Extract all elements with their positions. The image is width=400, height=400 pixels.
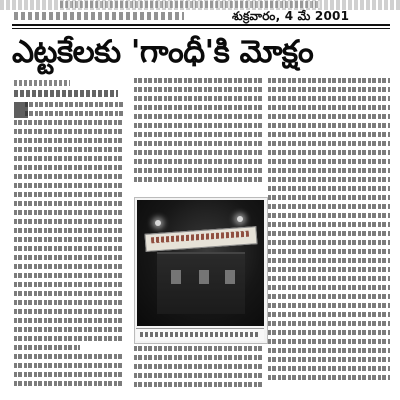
lamp-icon <box>237 216 243 222</box>
article-column-2-bottom <box>134 346 264 394</box>
previous-article-snippet <box>14 12 184 20</box>
article-column-3 <box>268 78 390 394</box>
article-column-2 <box>134 78 264 194</box>
byline-reporter <box>14 90 118 97</box>
photo-building-night-icon <box>137 200 264 326</box>
previous-page-strip-text <box>60 1 320 8</box>
article-column-1 <box>14 100 124 394</box>
headline-rule-bottom <box>12 28 390 29</box>
headline-rule-top <box>12 24 390 26</box>
headline: ఎట్టకేలకు 'గాంధీ'కి మోక్షం <box>12 34 314 70</box>
lamp-icon <box>155 220 161 226</box>
photo-caption-text <box>140 332 258 337</box>
byline <box>14 80 124 100</box>
dateline: శుక్రవారం, 4 మే 2001 <box>232 9 350 23</box>
photo-caption <box>136 328 264 341</box>
byline-location <box>14 80 70 86</box>
